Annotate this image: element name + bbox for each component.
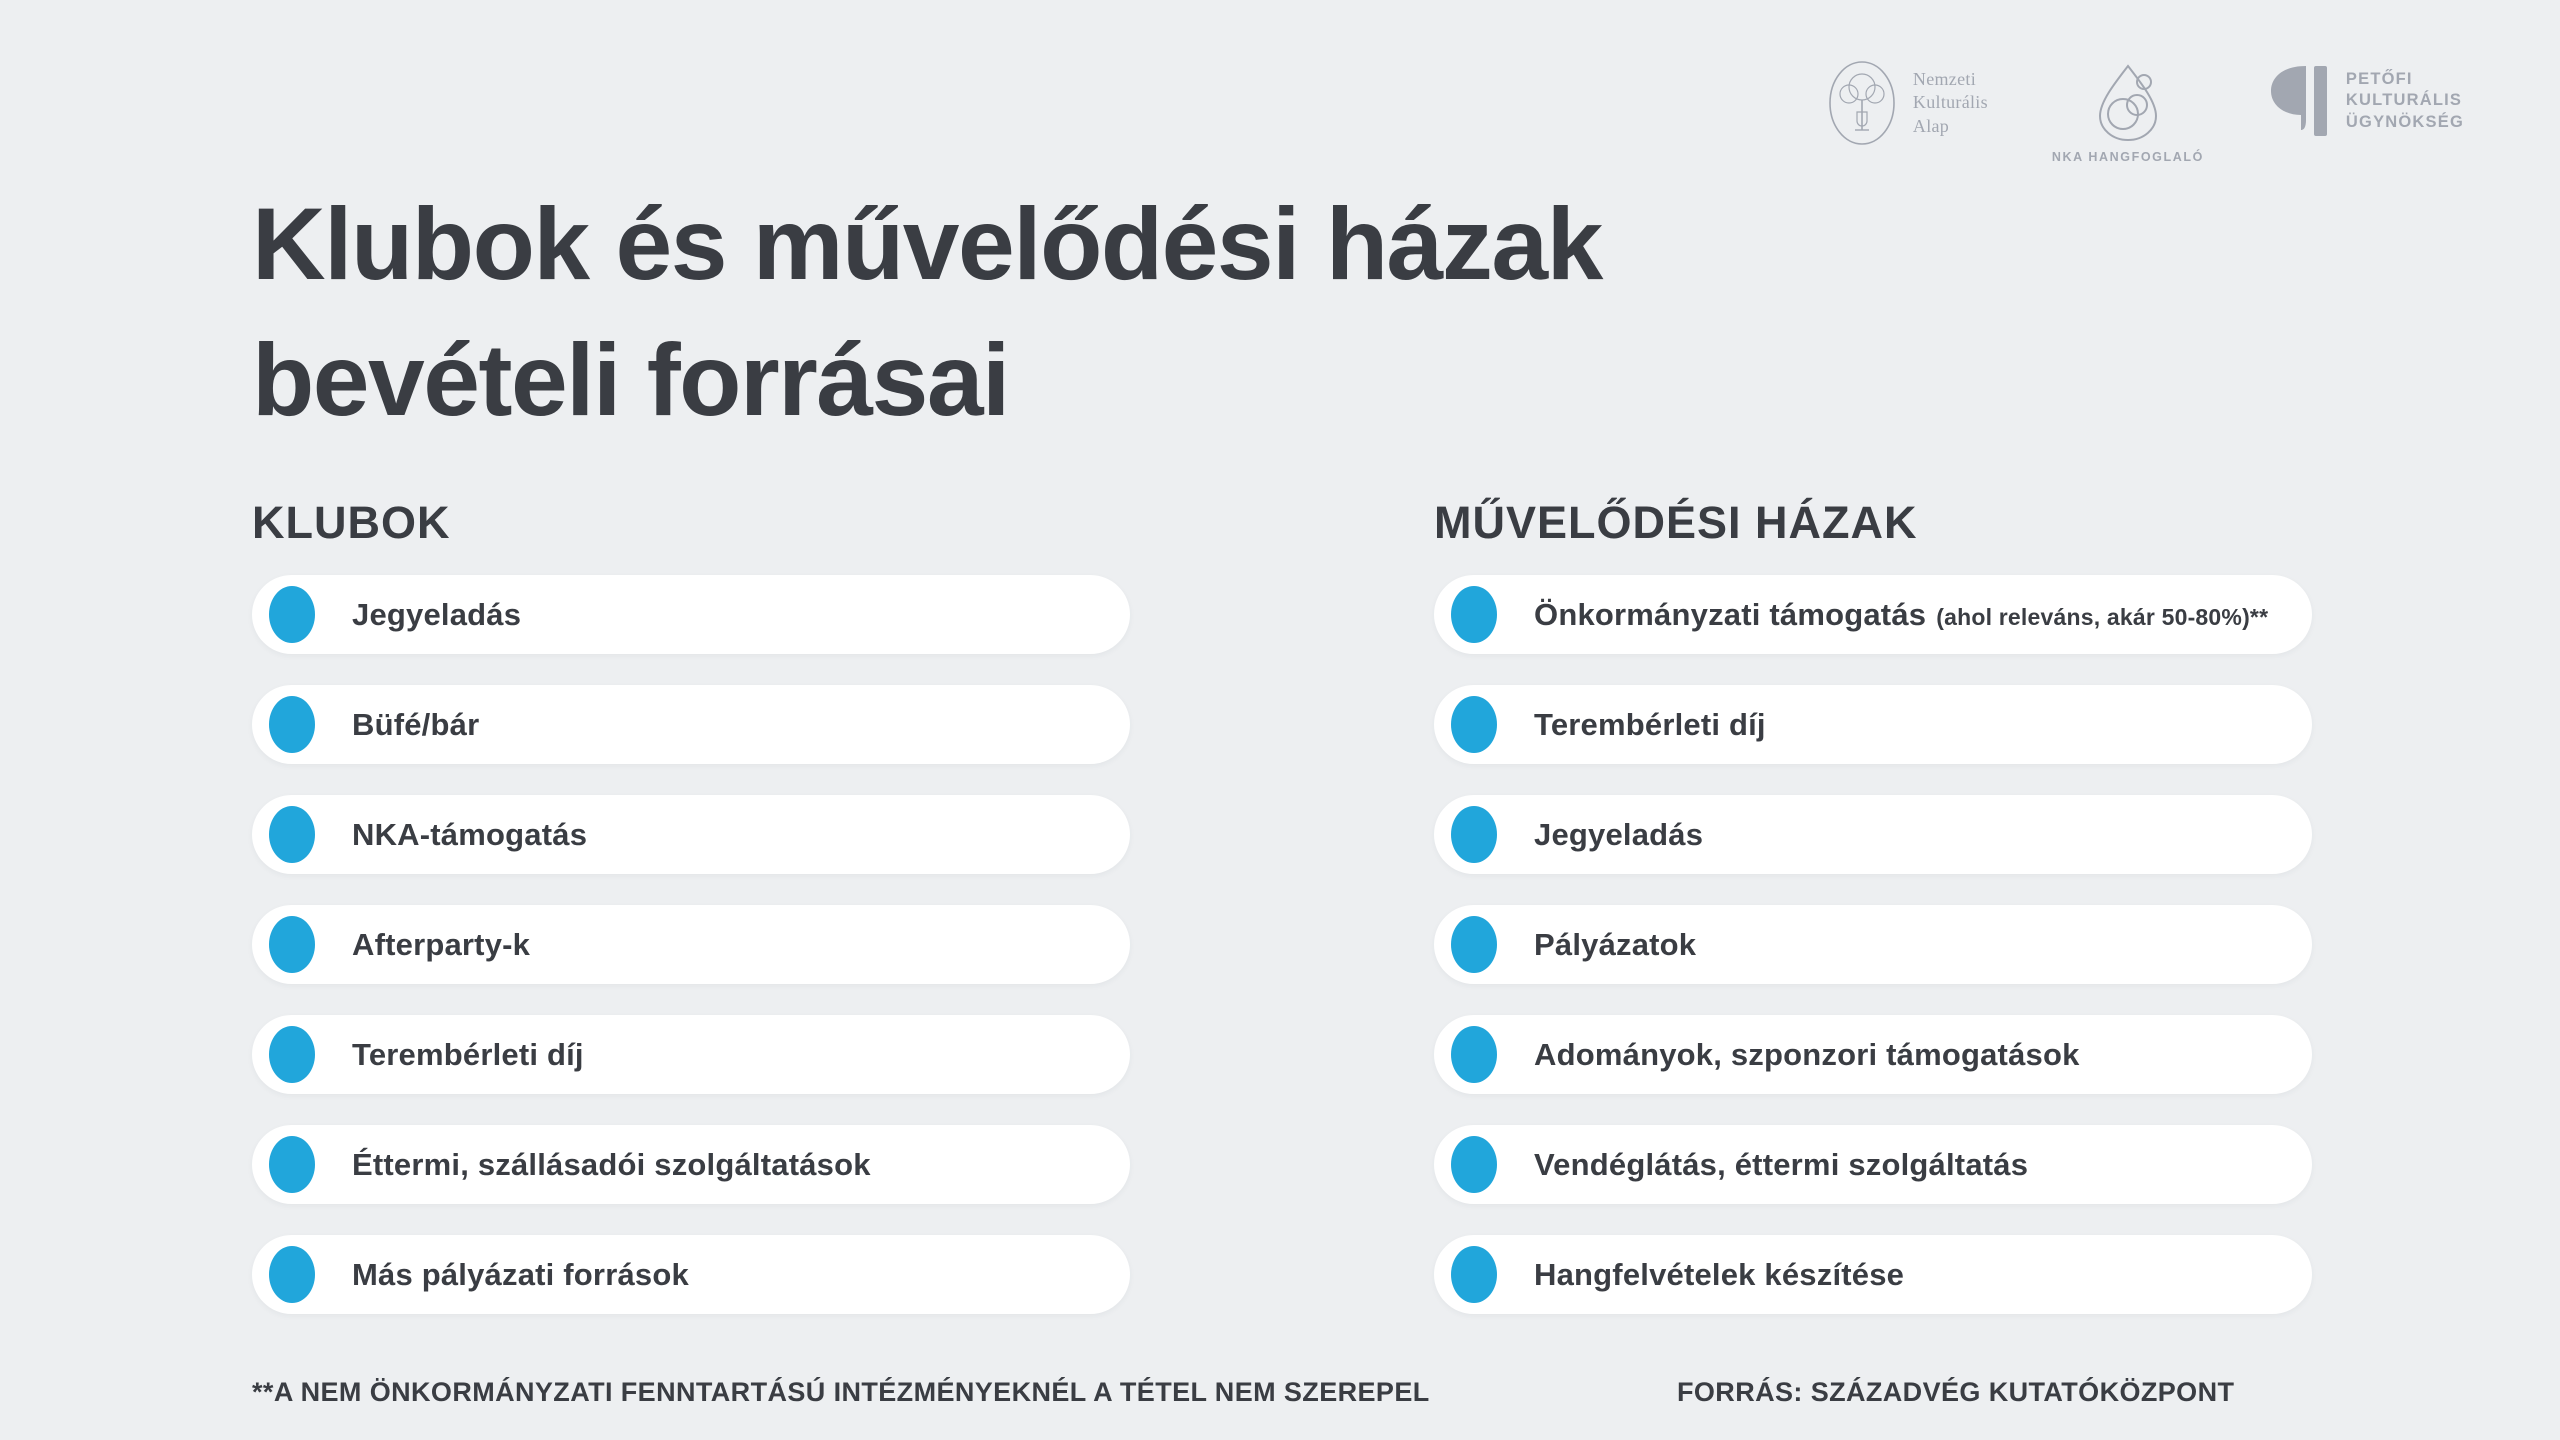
bullet-dot-icon [1451, 806, 1497, 863]
logo-strip [1827, 60, 2464, 164]
bullet-dot-icon [269, 1246, 315, 1303]
bullet-dot-icon [269, 1026, 315, 1083]
list-item [252, 905, 1130, 984]
list-item-label: Jegyeladás [352, 596, 522, 632]
list-item [252, 1125, 1130, 1204]
bullet-dot-icon [269, 1136, 315, 1193]
list-item-label: Afterparty-k [352, 926, 531, 962]
bullet-dot-icon [1451, 1246, 1497, 1303]
hangfoglalo-drop-icon [2068, 62, 2188, 142]
petofi-logo-line: KULTURÁLIS [2345, 91, 2463, 110]
list-item-label: Vendéglátás, éttermi szolgáltatás [1534, 1146, 2029, 1182]
list-item [252, 1015, 1130, 1094]
list-item-text [352, 817, 587, 853]
column-heading-muvelodesi-hazak: MŰVELŐDÉSI HÁZAK [1434, 497, 1918, 548]
column-heading-klubok: KLUBOK [252, 497, 451, 548]
nka-logo-line: Alap [1912, 115, 1950, 136]
list-item-text [352, 707, 479, 743]
list-item-label: Önkormányzati támogatás [1534, 596, 1927, 632]
petofi-pilcrow-icon [2268, 64, 2332, 138]
list-item-text [352, 927, 530, 963]
nka-hangfoglalo-logo [2052, 62, 2204, 164]
petofi-logo-line: PETŐFI [2345, 70, 2413, 89]
column-klubok [252, 498, 1130, 1314]
list-item-text [1534, 1147, 2028, 1183]
column-muvelodesi-hazak [1434, 498, 2312, 1314]
bullet-dot-icon [269, 586, 315, 643]
list-item [252, 575, 1130, 654]
page-title-line2: bevételi forrásai [252, 323, 1009, 437]
footnote: **A NEM ÖNKORMÁNYZATI FENNTARTÁSÚ INTÉZMÉNYEKNÉL A TÉTEL NEM SZEREPEL [252, 1377, 1430, 1407]
list-item-label: Pályázatok [1534, 926, 1697, 962]
list-item [252, 685, 1130, 764]
list-item-text [1534, 707, 1766, 743]
page-title-line1: Klubok és művelődési házak [252, 187, 1602, 301]
list-item [1434, 795, 2312, 874]
list-item [252, 1235, 1130, 1314]
bullet-dot-icon [269, 696, 315, 753]
nka-logo-line: Kulturális [1912, 92, 1988, 113]
list-item [1434, 575, 2312, 654]
list-item-text [352, 1037, 584, 1073]
klubok-list [252, 575, 1130, 1314]
list-item-label: Hangfelvételek készítése [1534, 1256, 1905, 1292]
bullet-dot-icon [1451, 1136, 1497, 1193]
list-item-label: Terembérleti díj [352, 1036, 584, 1072]
bullet-dot-icon [1451, 1026, 1497, 1083]
columns-container [252, 498, 2312, 1314]
list-item [1434, 685, 2312, 764]
list-item-label: Adományok, szponzori támogatások [1534, 1036, 2080, 1072]
list-item-label: Éttermi, szállásadói szolgáltatások [352, 1146, 871, 1182]
nka-logo-text [1913, 68, 1988, 138]
bullet-dot-icon [1451, 916, 1497, 973]
bullet-dot-icon [269, 916, 315, 973]
nemzeti-kulturalis-alap-logo [1827, 60, 1988, 146]
list-item-label: Büfé/bár [352, 706, 480, 742]
list-item-text [352, 1147, 871, 1183]
petofi-kulturalis-ugynokseg-logo [2268, 64, 2464, 138]
list-item-label: NKA-támogatás [352, 816, 588, 852]
hangfoglalo-caption: NKA HANGFOGLALÓ [2051, 150, 2204, 164]
list-item-text [1534, 927, 1696, 963]
list-item [1434, 1235, 2312, 1314]
petofi-logo-text [2346, 69, 2464, 132]
list-item-label: Más pályázati források [352, 1256, 689, 1292]
list-item [1434, 905, 2312, 984]
bullet-dot-icon [1451, 586, 1497, 643]
list-item-text [352, 597, 521, 633]
list-item [1434, 1125, 2312, 1204]
list-item-note: (ahol releváns, akár 50-80%)** [1936, 603, 2269, 630]
list-item-label: Jegyeladás [1534, 816, 1704, 852]
source-credit: FORRÁS: SZÁZADVÉG KUTATÓKÖZPONT [1677, 1377, 2235, 1407]
muvelodesi-hazak-list [1434, 575, 2312, 1314]
petofi-logo-line: ÜGYNÖKSÉG [2345, 112, 2464, 131]
list-item-text [1534, 1257, 1904, 1293]
nka-logo-line: Nemzeti [1912, 68, 1976, 89]
list-item-text [1534, 597, 2268, 633]
list-item-text [1534, 817, 1703, 853]
list-item-text [1534, 1037, 2080, 1073]
nka-tree-icon [1827, 60, 1897, 146]
list-item [1434, 1015, 2312, 1094]
bullet-dot-icon [1451, 696, 1497, 753]
list-item-text [352, 1257, 689, 1293]
bullet-dot-icon [269, 806, 315, 863]
list-item-label: Terembérleti díj [1534, 706, 1766, 742]
list-item [252, 795, 1130, 874]
page-title [252, 176, 1602, 448]
